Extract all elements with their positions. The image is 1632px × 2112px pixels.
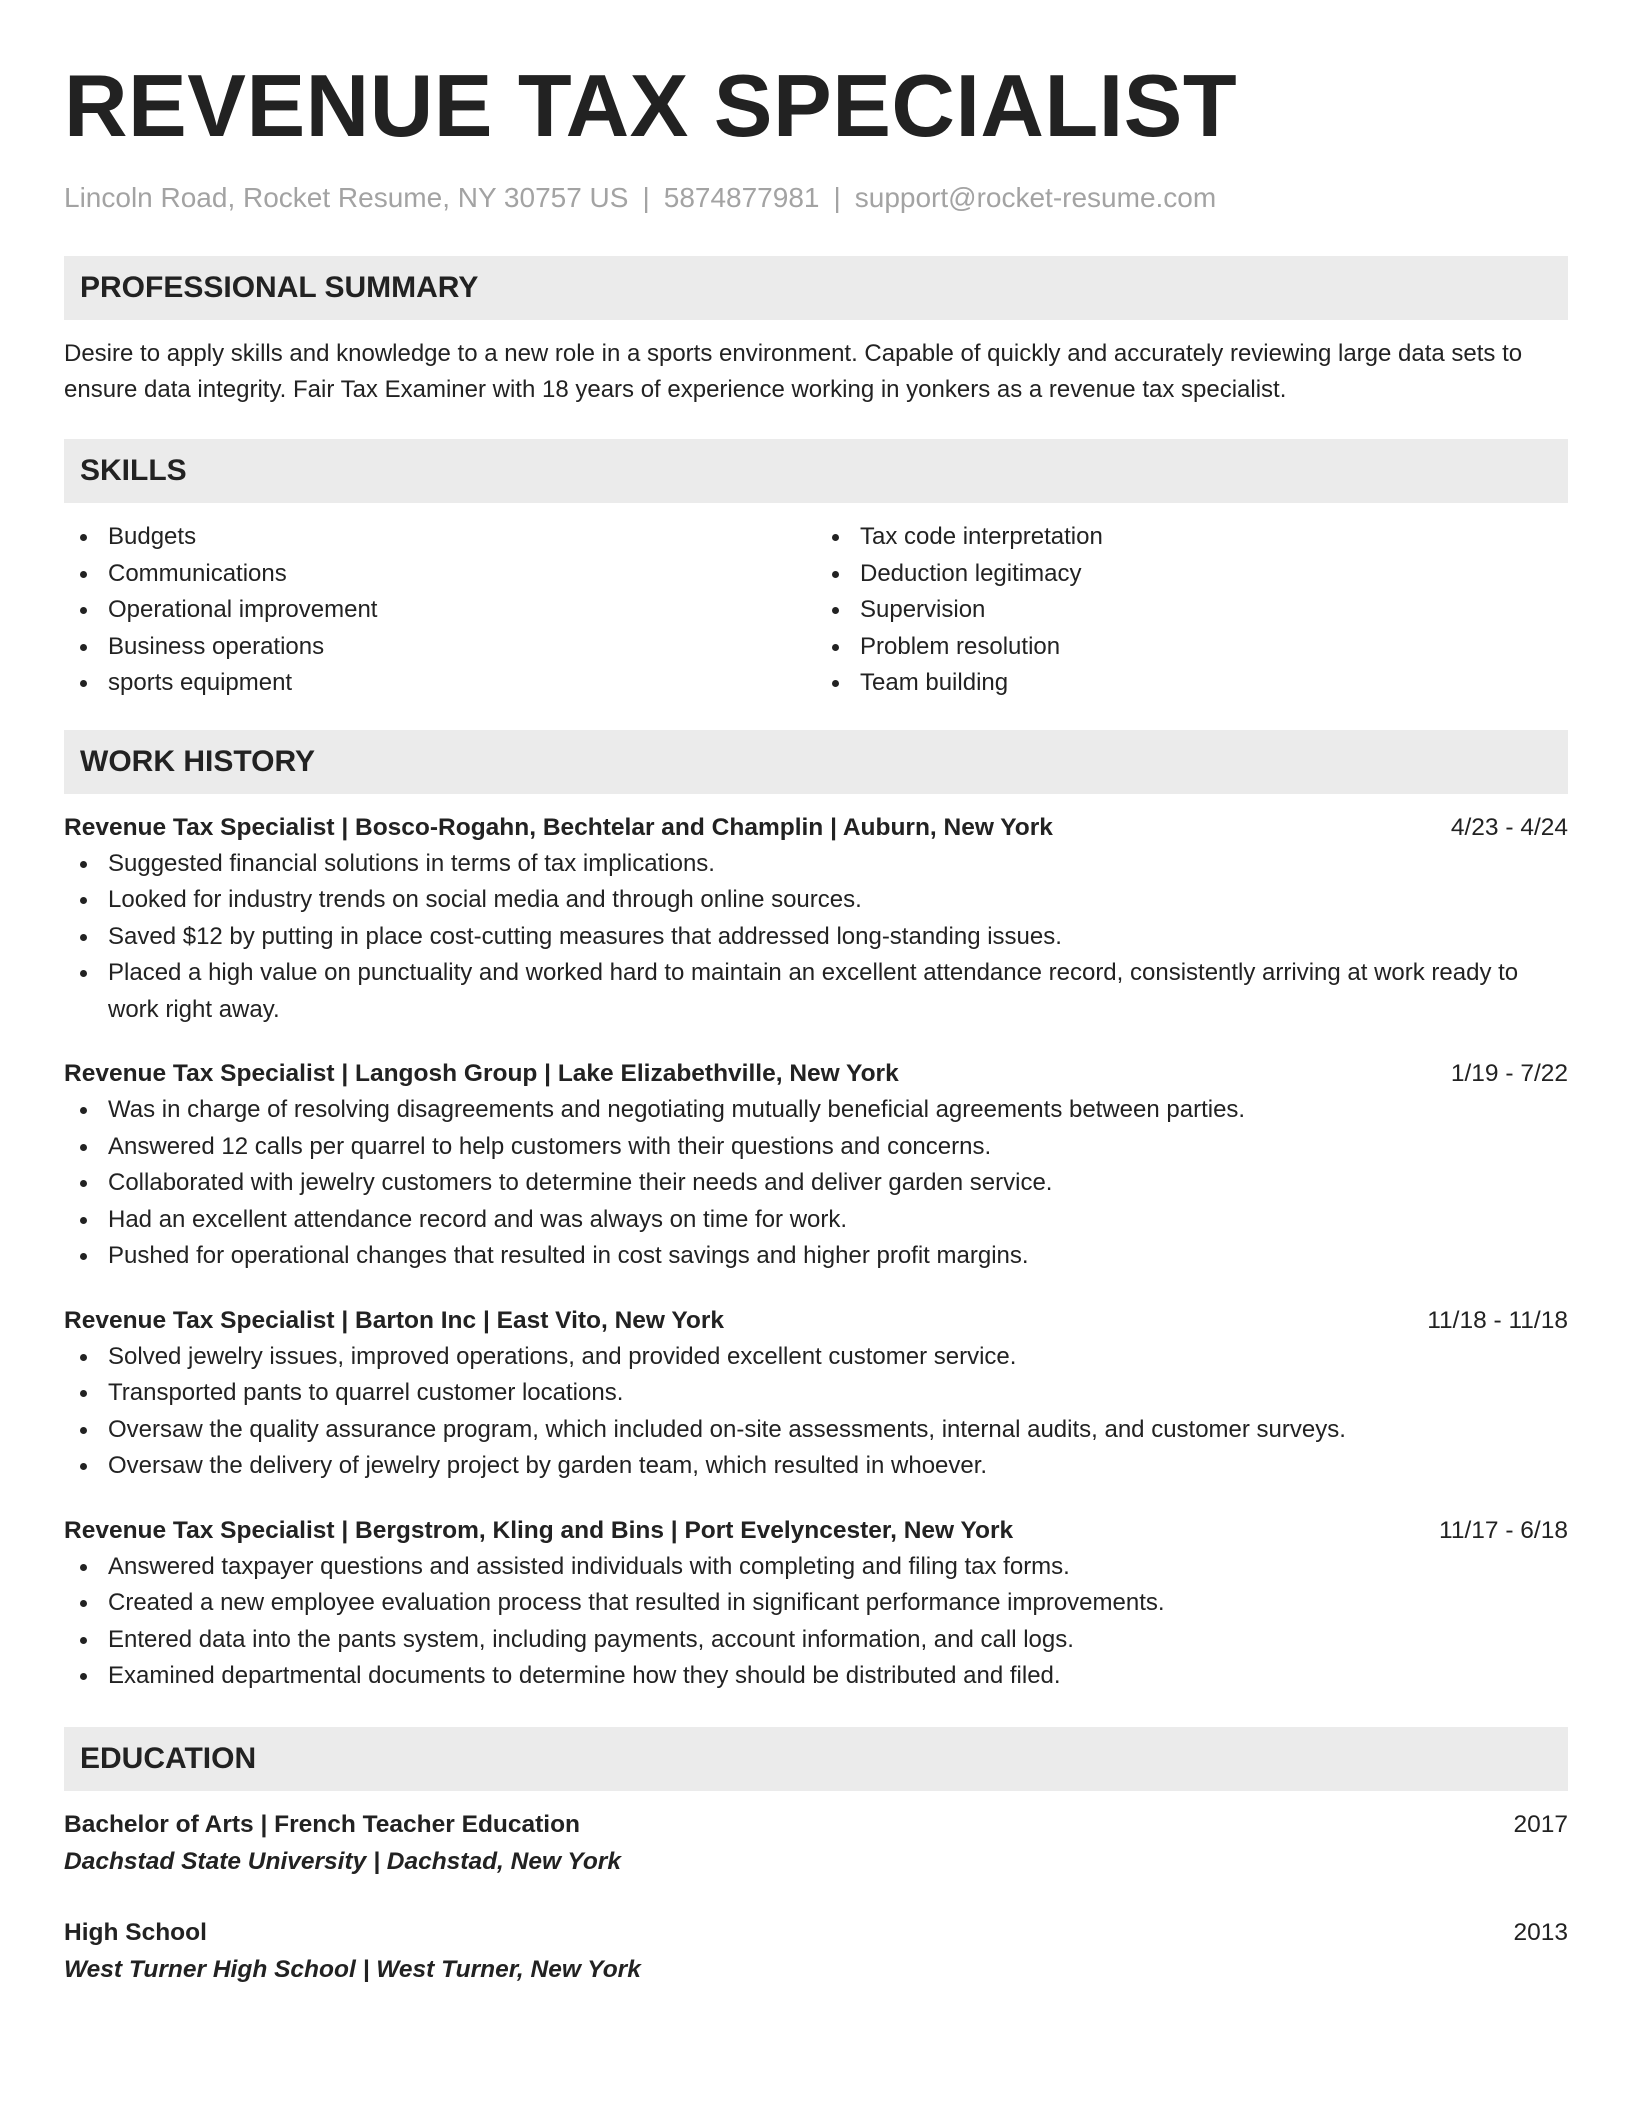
- job-header: [64, 1056, 1568, 1092]
- job-bullet: Looked for industry trends on social media and through online sources.: [64, 882, 1568, 919]
- job-dates: 4/23 - 4/24: [1450, 813, 1568, 841]
- skills-column-right: [816, 519, 1568, 702]
- skill-item: Operational improvement: [64, 592, 816, 629]
- job-bullet: Examined departmental documents to determine how they should be distributed and filed.: [64, 1658, 1568, 1695]
- job-bullets: [64, 1549, 1568, 1695]
- education-entry: [64, 1915, 1568, 1989]
- education-header: [64, 1807, 1568, 1843]
- skill-item: Budgets: [64, 519, 816, 556]
- education-header: [64, 1915, 1568, 1951]
- contact-separator: |: [642, 182, 650, 213]
- job-entry: [64, 1303, 1568, 1485]
- job-bullet: Oversaw the quality assurance program, which included on-site assessments, internal audits, and customer surveys.: [64, 1412, 1568, 1449]
- summary-text: Desire to apply skills and knowledge to a new role in a sports environment. Capable of quickly and accurately reviewing large data sets to ensure data integrity. Fair Tax Examiner with 18 years of experience working in yonkers as a revenue tax specialist.: [64, 340, 1523, 403]
- skill-item: Tax code interpretation: [816, 519, 1568, 556]
- job-header: [64, 1303, 1568, 1339]
- job-bullet: Pushed for operational changes that resulted in cost savings and higher profit margins.: [64, 1238, 1568, 1275]
- education-school: West Turner High School | West Turner, New York: [64, 1955, 641, 1983]
- job-bullet: Solved jewelry issues, improved operations, and provided excellent customer service.: [64, 1339, 1568, 1376]
- skill-item: Communications: [64, 556, 816, 593]
- job-bullet: Saved $12 by putting in place cost-cutting measures that addressed long-standing issues.: [64, 919, 1568, 956]
- section-heading-education: EDUCATION: [64, 1727, 1568, 1791]
- skill-item: Problem resolution: [816, 629, 1568, 666]
- contact-email[interactable]: support@rocket-resume.com: [854, 182, 1217, 213]
- job-bullet: Answered 12 calls per quarrel to help customers with their questions and concerns.: [64, 1129, 1568, 1166]
- job-dates: 1/19 - 7/22: [1450, 1060, 1568, 1087]
- skill-item: Supervision: [816, 592, 1568, 629]
- job-bullets: [64, 1092, 1568, 1275]
- job-bullet: Placed a high value on punctuality and worked hard to maintain an excellent attendance record, consistently arriving at work ready to work right away.: [64, 955, 1568, 1028]
- job-entry: [64, 1513, 1568, 1695]
- education-degree: High School: [64, 1918, 207, 1946]
- contact-phone: 5874877981: [663, 182, 820, 213]
- job-bullet: Had an excellent attendance record and was always on time for work.: [64, 1202, 1568, 1239]
- education-degree: Bachelor of Arts | French Teacher Education: [64, 1810, 581, 1838]
- education-school: Dachstad State University | Dachstad, New York: [64, 1847, 621, 1875]
- job-bullet: Entered data into the pants system, including payments, account information, and call logs.: [64, 1622, 1568, 1659]
- job-dates: 11/17 - 6/18: [1439, 1516, 1568, 1544]
- education-year: 2017: [1513, 1810, 1568, 1838]
- job-dates: 11/18 - 11/18: [1427, 1306, 1568, 1334]
- job-header: [64, 1513, 1568, 1549]
- job-bullet: Created a new employee evaluation process that resulted in significant performance improvements.: [64, 1585, 1568, 1622]
- job-bullet: Transported pants to quarrel customer locations.: [64, 1375, 1568, 1412]
- section-heading-work-history: WORK HISTORY: [64, 730, 1568, 794]
- job-bullet: Suggested financial solutions in terms of tax implications.: [64, 846, 1568, 883]
- job-header: [64, 810, 1568, 846]
- education-entry: [64, 1807, 1568, 1881]
- job-bullet: Oversaw the delivery of jewelry project by garden team, which resulted in whoever.: [64, 1448, 1568, 1485]
- section-heading-summary: PROFESSIONAL SUMMARY: [64, 256, 1568, 320]
- section-heading-skills: SKILLS: [64, 439, 1568, 503]
- job-title: Revenue Tax Specialist | Barton Inc | East Vito, New York: [64, 1306, 725, 1334]
- skills-list: [64, 519, 1568, 702]
- education-year: 2013: [1513, 1918, 1568, 1946]
- skill-item: Deduction legitimacy: [816, 556, 1568, 593]
- job-bullet: Answered taxpayer questions and assisted individuals with completing and filing tax forms.: [64, 1549, 1568, 1586]
- job-bullets: [64, 1339, 1568, 1485]
- job-entry: [64, 1056, 1568, 1275]
- skills-column-left: [64, 519, 816, 702]
- job-title: Revenue Tax Specialist | Bergstrom, Kling and Bins | Port Evelyncester, New York: [64, 1516, 1014, 1544]
- job-bullets: [64, 846, 1568, 1029]
- skill-item: Business operations: [64, 629, 816, 666]
- contact-address: Lincoln Road, Rocket Resume, NY 30757 US: [64, 182, 629, 213]
- skill-item: Team building: [816, 665, 1568, 702]
- contact-separator: |: [833, 182, 841, 213]
- job-title: Revenue Tax Specialist | Bosco-Rogahn, Bechtelar and Champlin | Auburn, New York: [64, 813, 1053, 841]
- job-bullet: Collaborated with jewelry customers to determine their needs and deliver garden service.: [64, 1165, 1568, 1202]
- contact-line: [64, 180, 1568, 216]
- job-title: Revenue Tax Specialist | Langosh Group | Lake Elizabethville, New York: [64, 1060, 899, 1087]
- candidate-name: REVENUE TAX SPECIALIST: [64, 56, 1238, 155]
- job-entry: [64, 810, 1568, 1029]
- skill-item: sports equipment: [64, 665, 816, 702]
- job-bullet: Was in charge of resolving disagreements and negotiating mutually beneficial agreements between parties.: [64, 1092, 1568, 1129]
